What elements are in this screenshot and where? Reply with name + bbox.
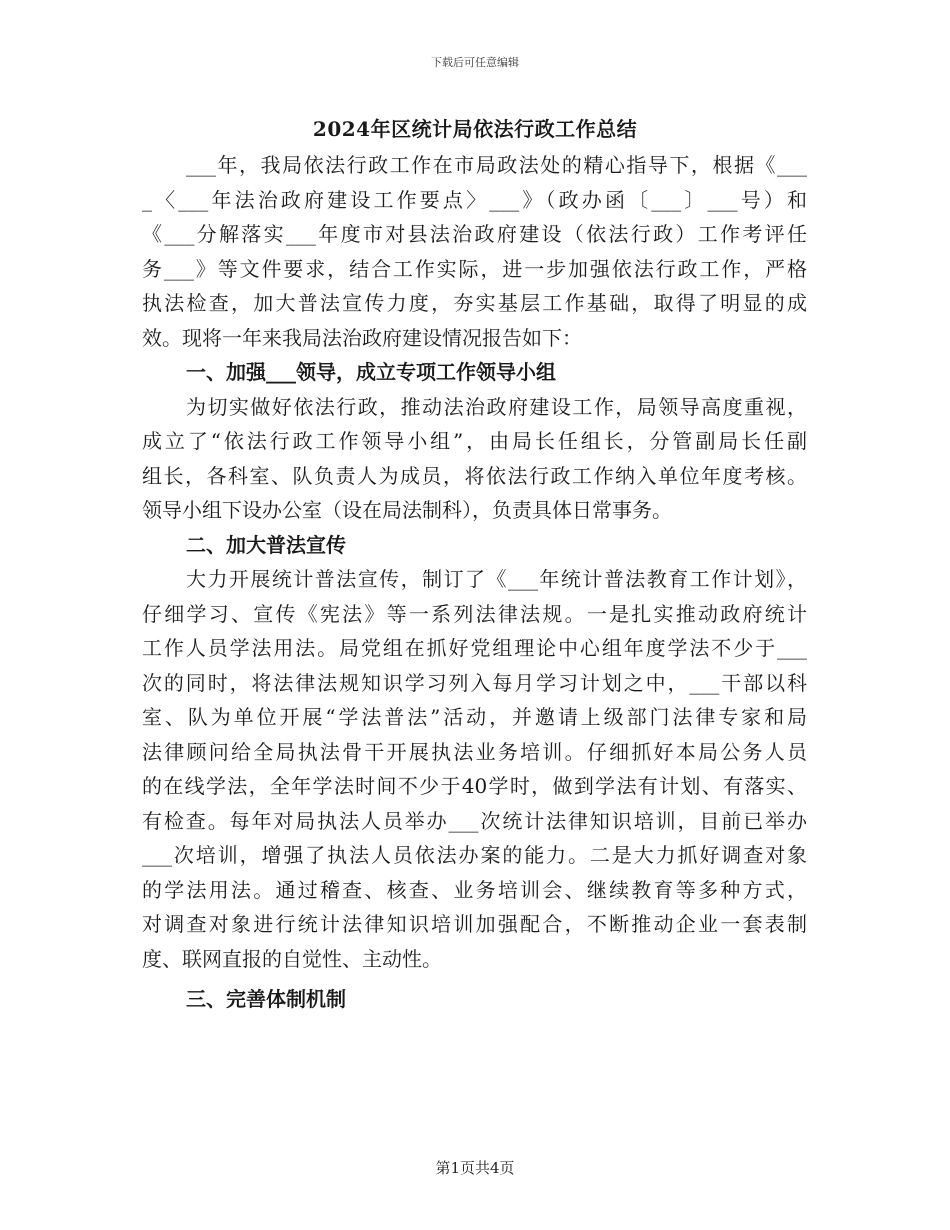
document-body xyxy=(142,148,807,1017)
text-line: 室、队为单位开展“学法普法”活动，并邀请上级部门法律专家和局 xyxy=(142,705,807,729)
section-heading: 三、完善体制机制 xyxy=(186,987,346,1011)
text-line: 大力开展统计普法宣传，制订了《___年统计普法教育工作计划》， xyxy=(186,567,807,591)
text-line: _〈___年法治政府建设工作要点〉___》（政办函〔___〕___号）和 xyxy=(142,187,807,212)
page-header: 下载后可任意编辑 xyxy=(431,56,519,69)
text-line: 工作人员学法用法。局党组在抓好党组理论中心组年度学法不少于___ xyxy=(142,636,807,660)
text-line: ___次培训，增强了执法人员依法办案的能力。二是大力抓好调查对象 xyxy=(142,843,807,867)
text-line: 仔细学习、宣传《宪法》等一系列法律法规。一是扎实推动政府统计 xyxy=(142,601,807,626)
text-line: 度、联网直报的自觉性、主动性。 xyxy=(142,946,442,971)
text-line: 为切实做好依法行政，推动法治政府建设工作，局领导高度重视， xyxy=(186,394,807,419)
document-title: 2024年区统计局依法行政工作总结 xyxy=(312,117,638,141)
text-line: 的在线学法，全年学法时间不少于40学时，做到学法有计划、有落实、 xyxy=(142,774,807,798)
text-line: 务___》等文件要求，结合工作实际，进一步加强依法行政工作，严格 xyxy=(142,256,807,281)
section-heading: 一、加强___领导，成立专项工作领导小组 xyxy=(186,360,556,384)
text-line: 《___分解落实___年度市对县法治政府建设（依法行政）工作考评任 xyxy=(142,222,807,246)
text-line: 执法检查，加大普法宣传力度，夯实基层工作基础，取得了明显的成 xyxy=(142,291,807,315)
text-line: 效。现将一年来我局法治政府建设情况报告如下： xyxy=(142,325,582,350)
text-line: 有检查。每年对局执法人员举办___次统计法律知识培训，目前已举办 xyxy=(142,808,807,833)
text-line: 组长，各科室、队负责人为成员，将依法行政工作纳入单位年度考核。 xyxy=(142,463,807,488)
text-line: 次的同时，将法律法规知识学习列入每月学习计划之中，___干部以科 xyxy=(142,670,807,695)
text-line: 领导小组下设办公室（设在局法制科），负责具体日常事务。 xyxy=(142,498,672,522)
page-footer: 第1页共4页 xyxy=(435,1159,515,1177)
text-line: ___年，我局依法行政工作在市局政法处的精心指导下，根据《___ xyxy=(186,153,807,177)
text-line: 的学法用法。通过稽查、核查、业务培训会、继续教育等多种方式， xyxy=(142,877,807,902)
text-line: 成立了“依法行政工作领导小组”，由局长任组长，分管副局长任副 xyxy=(142,429,807,453)
text-line: 法律顾问给全局执法骨干开展执法业务培训。仔细抓好本局公务人员 xyxy=(142,739,807,764)
section-heading: 二、加大普法宣传 xyxy=(186,532,346,557)
text-line: 对调查对象进行统计法律知识培训加强配合，不断推动企业一套表制 xyxy=(142,912,807,936)
